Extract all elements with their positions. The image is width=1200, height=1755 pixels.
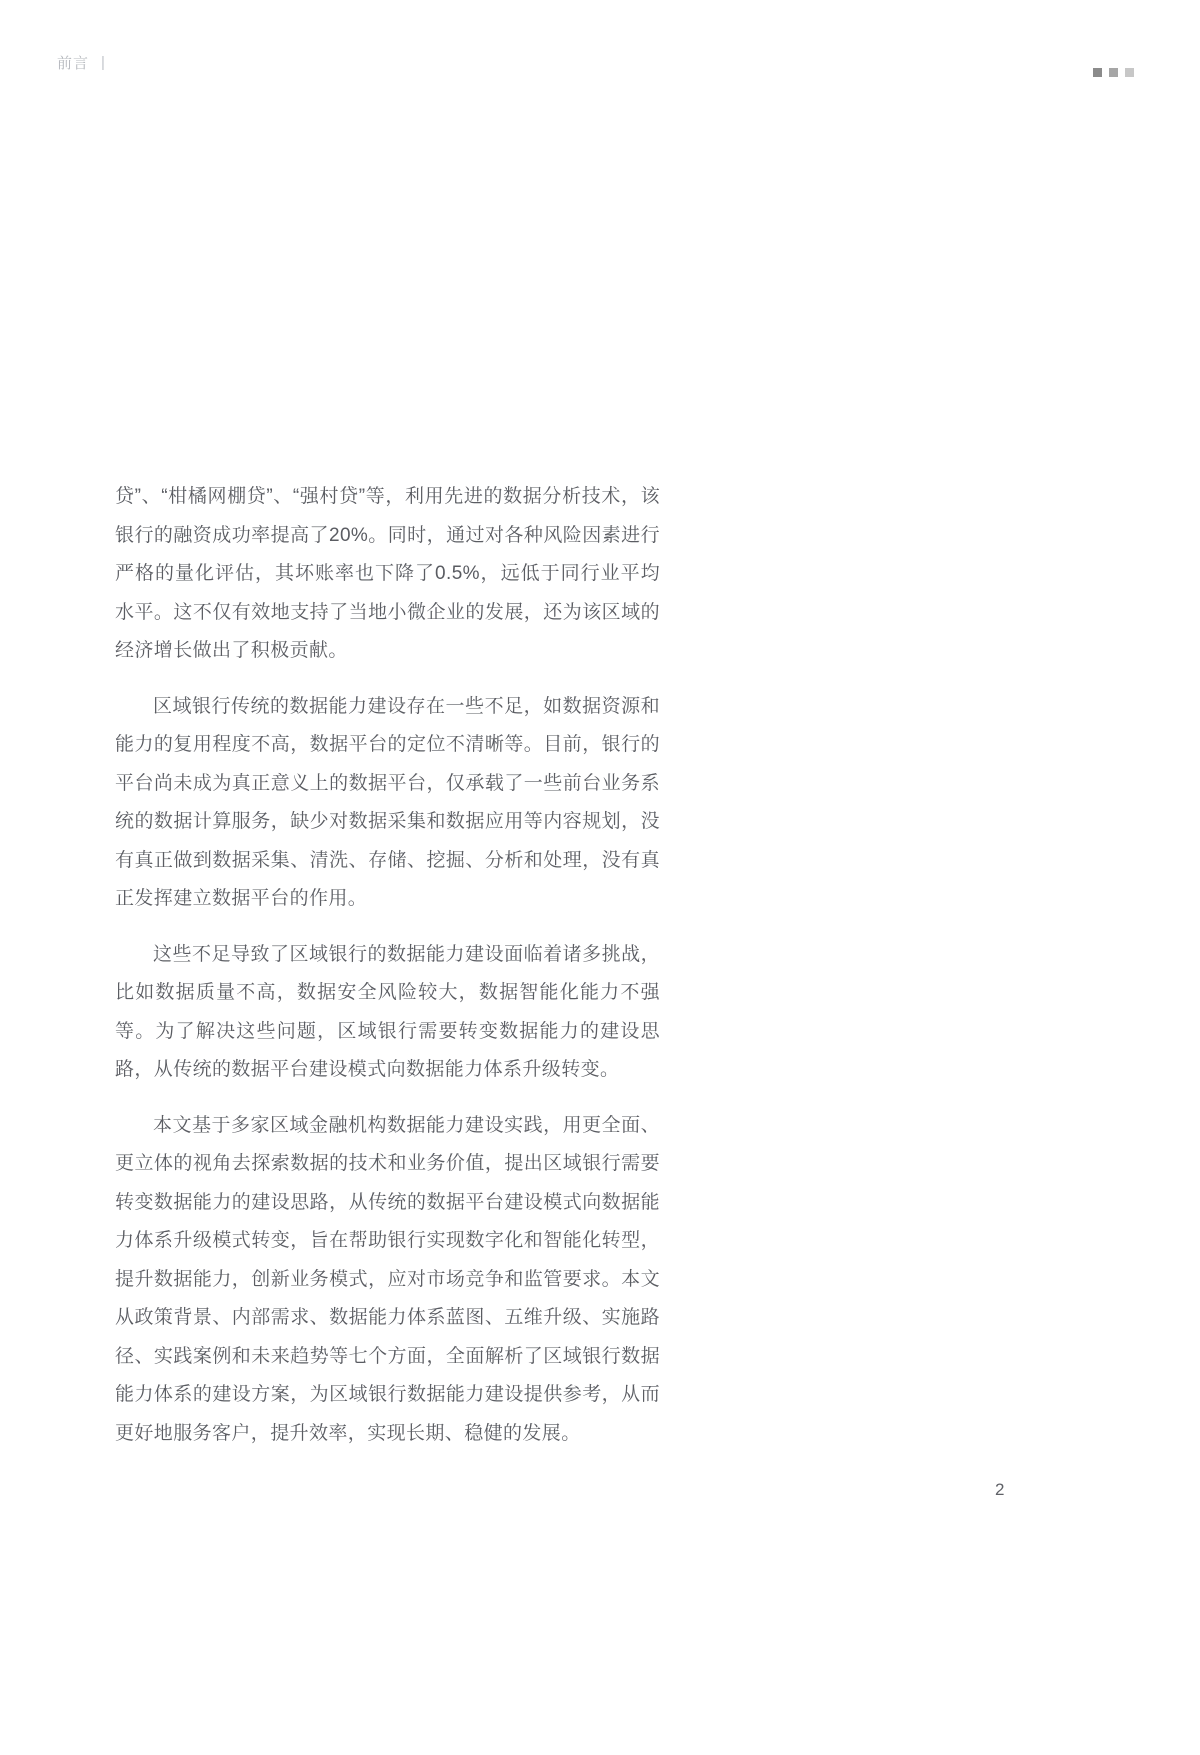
paragraph-1: 贷”、“柑橘网棚贷”、“强村贷”等，利用先进的数据分析技术，该银行的融资成功率提高了20%。同时，通过对各种风险因素进行严格的量化评估，其坏账率也下降了0.5%，远低于同行业平均水平。这不仅有效地支持了当地小微企业的发展，还为该区域的经济增长做出了积极贡献。 xyxy=(115,486,660,661)
paragraph-3: 这些不足导致了区域银行的数据能力建设面临着诸多挑战，比如数据质量不高，数据安全风险较大，数据智能化能力不强等。为了解决这些问题，区域银行需要转变数据能力的建设思路，从传统的数据平台建设模式向数据能力体系升级转变。 xyxy=(115,943,660,1080)
page-number: 2 xyxy=(995,1480,1005,1499)
body-text-column xyxy=(115,478,660,1470)
paragraph-4: 本文基于多家区域金融机构数据能力建设实践，用更全面、更立体的视角去探索数据的技术和业务价值，提出区域银行需要转变数据能力的建设思路，从传统的数据平台建设模式向数据能力体系升级模式转变，旨在帮助银行实现数字化和智能化转型，提升数据能力，创新业务模式，应对市场竞争和监管要求。本文从政策背景、内部需求、数据能力体系蓝图、五维升级、实施路径、实践案例和未来趋势等七个方面，全面解析了区域银行数据能力体系的建设方案，为区域银行数据能力建设提供参考，从而更好地服务客户，提升效率，实现长期、稳健的发展。 xyxy=(115,1114,660,1444)
paragraph-2: 区域银行传统的数据能力建设存在一些不足，如数据资源和能力的复用程度不高，数据平台的定位不清晰等。目前，银行的平台尚未成为真正意义上的数据平台，仅承载了一些前台业务系统的数据计算服务，缺少对数据采集和数据应用等内容规划，没有真正做到数据采集、清洗、存储、挖掘、分析和处理，没有真正发挥建立数据平台的作用。 xyxy=(115,695,660,909)
running-header xyxy=(57,52,106,73)
square-decoration-2 xyxy=(1109,68,1118,77)
header-separator: | xyxy=(101,54,106,71)
square-decoration-3 xyxy=(1125,68,1134,77)
section-label: 前言 xyxy=(57,55,90,72)
corner-squares-decoration xyxy=(1093,68,1134,77)
square-decoration-1 xyxy=(1093,68,1102,77)
